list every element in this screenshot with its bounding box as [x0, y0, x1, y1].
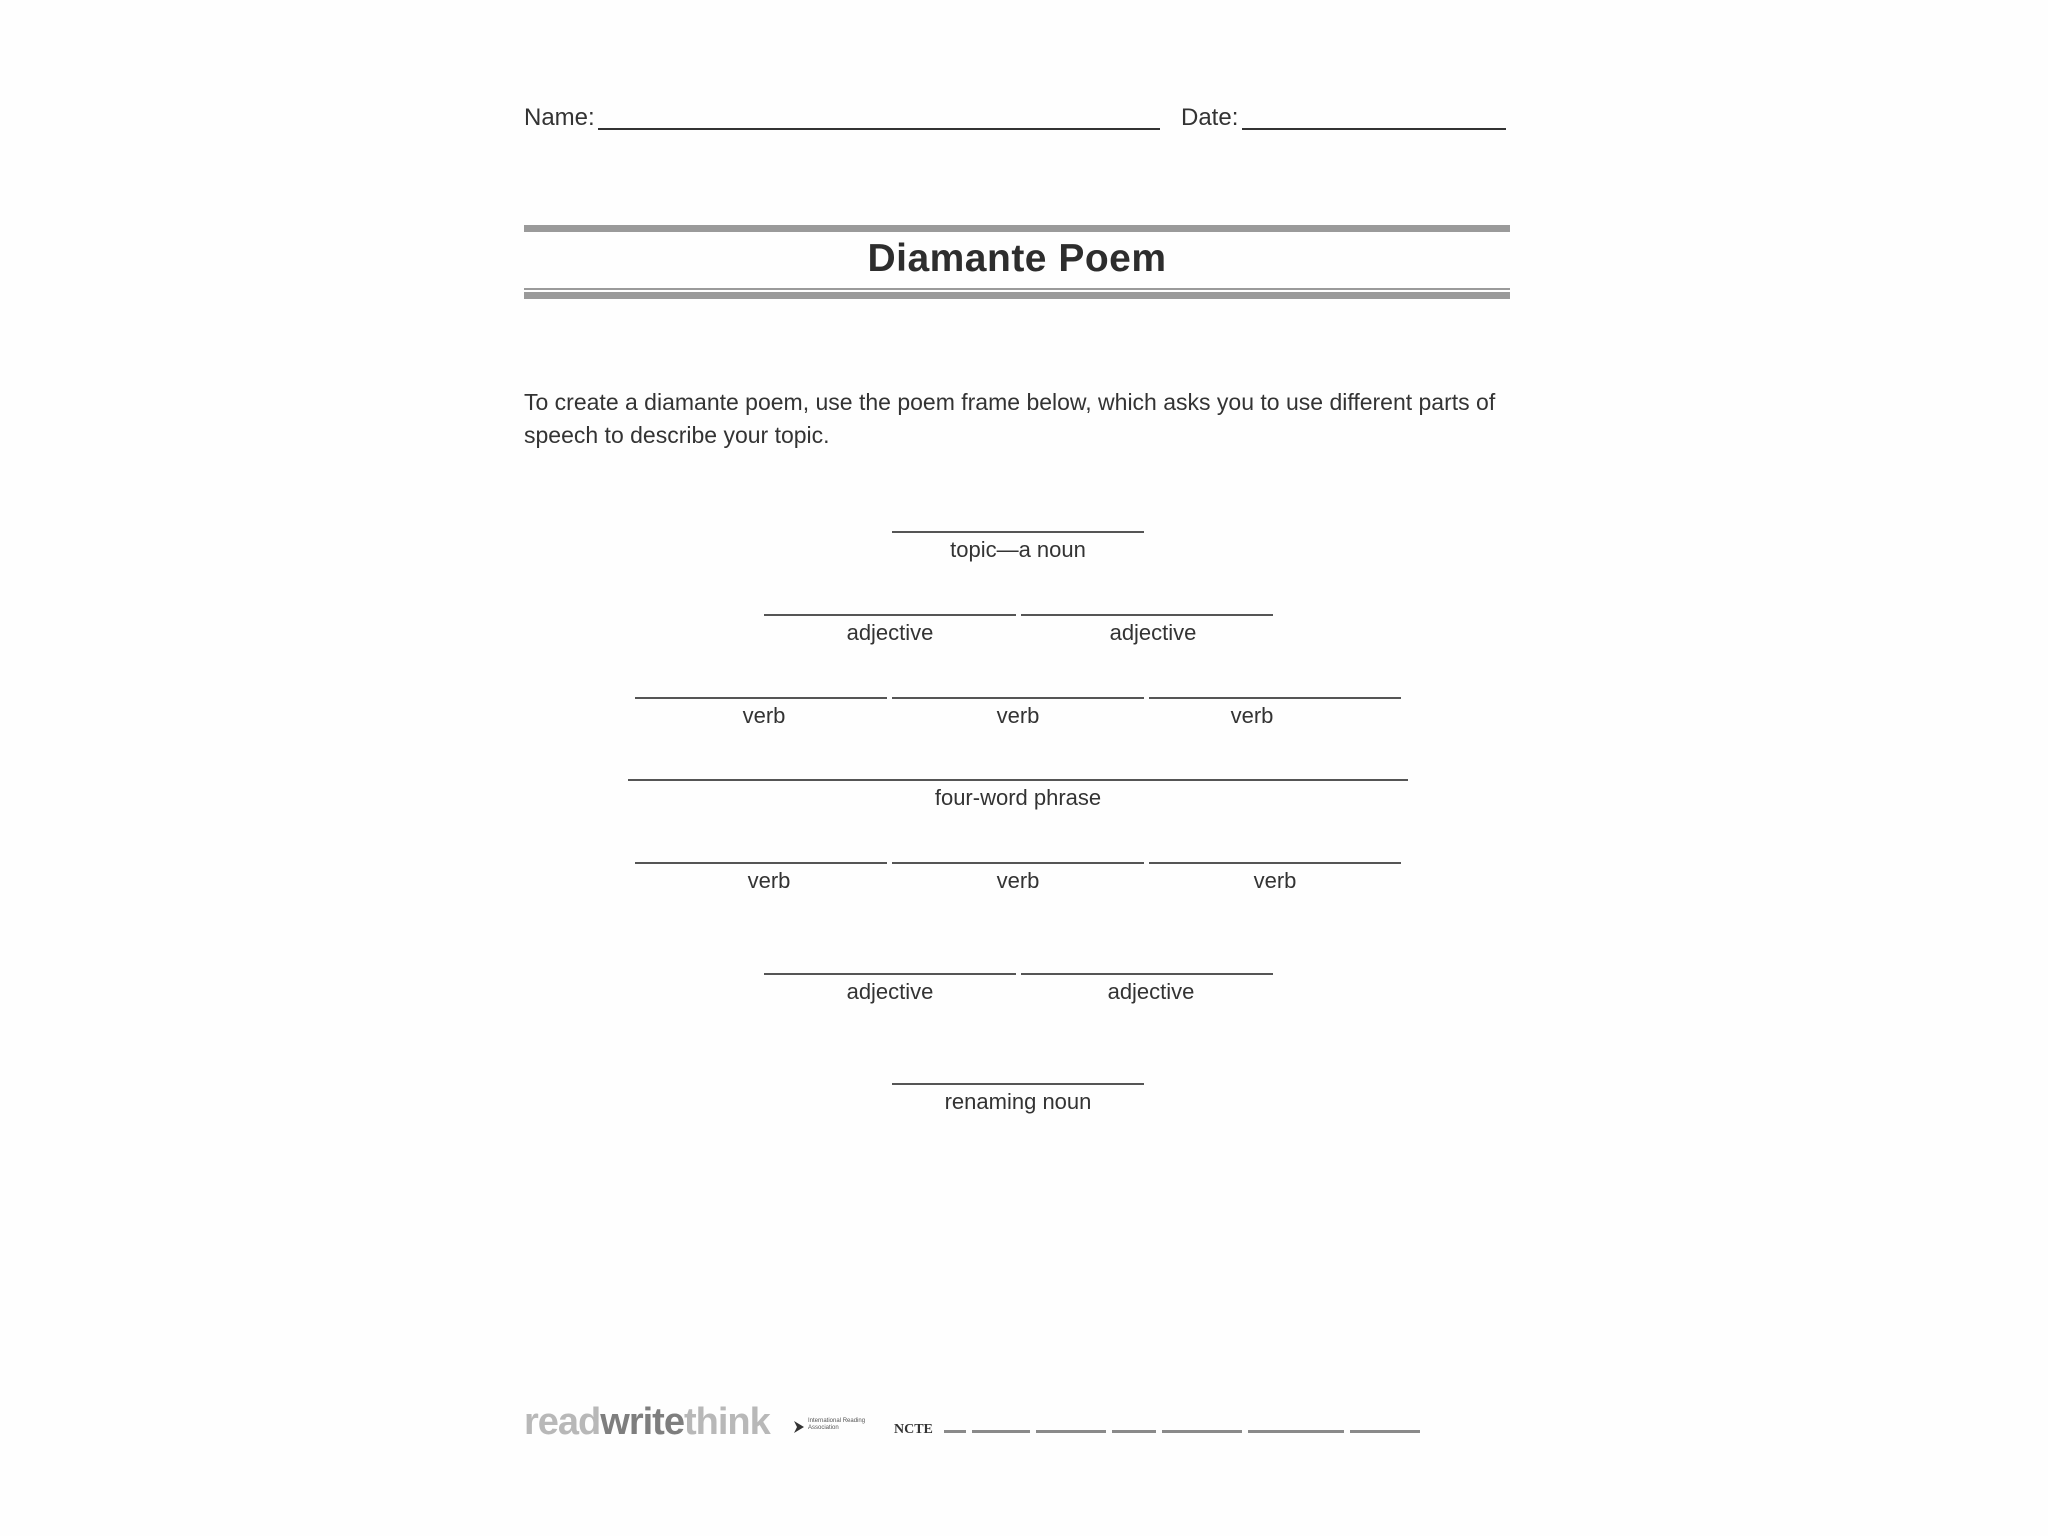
label-four-word-phrase: four-word phrase — [934, 785, 1102, 810]
label-verb-1: verb — [742, 703, 786, 728]
label-verb-2: verb — [996, 703, 1040, 728]
logo-read: read — [524, 1401, 601, 1443]
copyright-fine-print — [944, 1428, 1420, 1436]
ira-arrow-icon — [792, 1419, 806, 1435]
blank-verb-4[interactable] — [635, 862, 887, 864]
blank-renaming-noun[interactable] — [892, 1083, 1144, 1085]
blank-verb-3[interactable] — [1149, 697, 1401, 699]
name-label: Name: — [524, 104, 595, 131]
blank-verb-2[interactable] — [892, 697, 1144, 699]
logo-write: write — [600, 1401, 684, 1443]
label-adjective-3: adjective — [846, 979, 934, 1004]
label-verb-3: verb — [1230, 703, 1274, 728]
title-rule-top — [524, 225, 1510, 232]
instructions-text: To create a diamante poem, use the poem frame below, which asks you to use different parts of speech to describe your topic. — [524, 389, 1496, 448]
title-rule-bottom-thick — [524, 292, 1510, 299]
blank-verb-5[interactable] — [892, 862, 1144, 864]
blank-adjective-4[interactable] — [1021, 973, 1273, 975]
label-verb-5: verb — [996, 868, 1040, 893]
ncte-logo: NCTE — [894, 1422, 933, 1437]
date-label: Date: — [1181, 104, 1239, 131]
label-adjective-2: adjective — [1109, 620, 1197, 645]
page-title: Diamante Poem — [867, 237, 1167, 280]
label-verb-6: verb — [1253, 868, 1297, 893]
blank-topic[interactable] — [892, 531, 1144, 533]
blank-verb-6[interactable] — [1149, 862, 1401, 864]
label-topic: topic—a noun — [950, 537, 1086, 562]
label-verb-4: verb — [747, 868, 791, 893]
logo-think: think — [683, 1401, 770, 1443]
title-rule-bottom-thin — [524, 288, 1510, 290]
blank-adjective-3[interactable] — [764, 973, 1016, 975]
blank-adjective-1[interactable] — [764, 614, 1016, 616]
name-field[interactable] — [598, 128, 1160, 130]
ira-logo-text: International Reading Association — [808, 1418, 866, 1431]
label-adjective-4: adjective — [1107, 979, 1195, 1004]
blank-four-word-phrase[interactable] — [628, 779, 1408, 781]
date-field[interactable] — [1242, 128, 1506, 130]
label-adjective-1: adjective — [846, 620, 934, 645]
readwritethink-logo — [524, 1402, 770, 1442]
label-renaming-noun: renaming noun — [944, 1089, 1092, 1114]
blank-adjective-2[interactable] — [1021, 614, 1273, 616]
blank-verb-1[interactable] — [635, 697, 887, 699]
